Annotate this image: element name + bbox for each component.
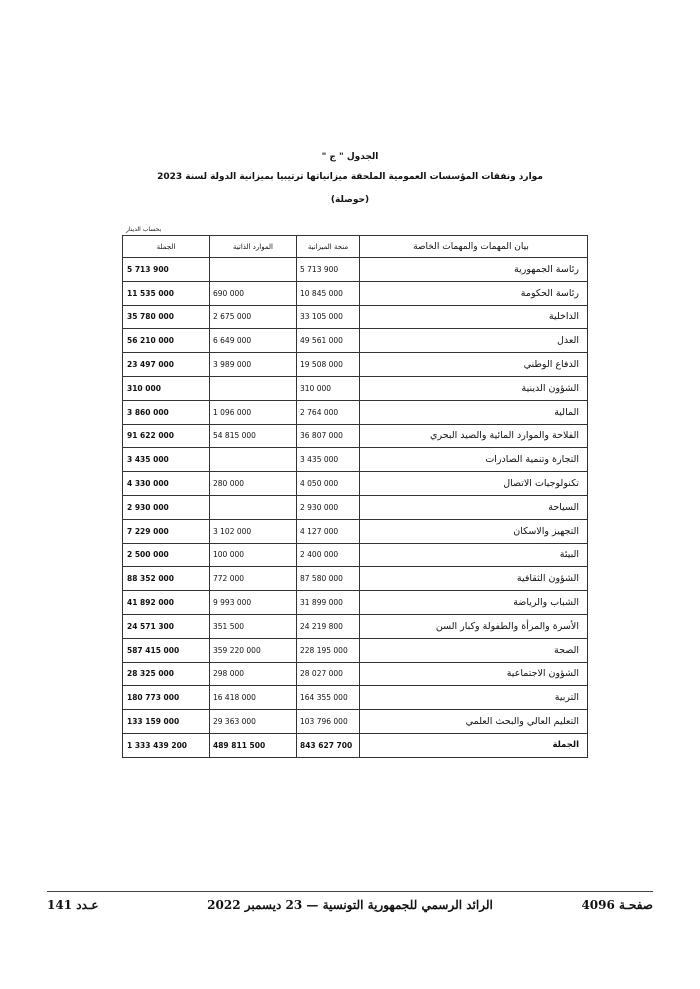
own-resources-cell: 100 000 [210, 543, 297, 567]
table-subtitle: موارد ونفقات المؤسسات العمومية الملحقة ميزانياتها ترتيبيا بميزانية الدولة لسنة 2023 [157, 172, 543, 182]
budget-grant-cell: 87 580 000 [297, 567, 360, 591]
budget-grant-cell: 2 930 000 [297, 495, 360, 519]
table-row [123, 662, 588, 686]
budget-grant-cell: 228 195 000 [297, 638, 360, 662]
budget-grant-cell: 31 899 000 [297, 591, 360, 615]
mission-label-cell: الشؤون الاجتماعية [360, 662, 588, 686]
issue-number: عـدد 141 [47, 898, 99, 912]
page-number: صفحـة 4096 [581, 898, 653, 912]
budget-grant-cell: 103 796 000 [297, 710, 360, 734]
header-own-resources: الموارد الذاتية [210, 236, 297, 258]
total-cell: 28 325 000 [123, 662, 210, 686]
mission-label-cell: العدل [360, 329, 588, 353]
total-cell: 2 500 000 [123, 543, 210, 567]
budget-grant-cell: 3 435 000 [297, 448, 360, 472]
mission-label-cell: الشؤون الثقافية [360, 567, 588, 591]
total-cell: 310 000 [123, 376, 210, 400]
table-row [123, 448, 588, 472]
own-resources-cell: 6 649 000 [210, 329, 297, 353]
own-resources-cell [210, 448, 297, 472]
own-resources-cell: 3 989 000 [210, 353, 297, 377]
journal-title: الرائد الرسمي للجمهورية التونسية — 23 ديسمبر 2022 [207, 898, 493, 912]
total-cell: 23 497 000 [123, 353, 210, 377]
mission-label-cell: السياحة [360, 495, 588, 519]
mission-label-cell: البيئة [360, 543, 588, 567]
budget-grant-cell: 33 105 000 [297, 305, 360, 329]
total-cell: 4 330 000 [123, 472, 210, 496]
total-cell: 91 622 000 [123, 424, 210, 448]
mission-label-cell: التربية [360, 686, 588, 710]
mission-label-cell: الصحة [360, 638, 588, 662]
total-cell: 133 159 000 [123, 710, 210, 734]
total-row [123, 733, 588, 757]
table-row [123, 638, 588, 662]
table-row [123, 305, 588, 329]
table-row [123, 353, 588, 377]
header-total: الجملة [123, 236, 210, 258]
total-cell: 88 352 000 [123, 567, 210, 591]
table-row [123, 258, 588, 282]
mission-label-cell: تكنولوجيات الاتصال [360, 472, 588, 496]
total-cell: 11 535 000 [123, 281, 210, 305]
table-row [123, 567, 588, 591]
total-cell: 35 780 000 [123, 305, 210, 329]
own-resources-cell [210, 376, 297, 400]
budget-grant-cell: 10 845 000 [297, 281, 360, 305]
total-cell: 5 713 900 [123, 258, 210, 282]
own-resources-cell: 3 102 000 [210, 519, 297, 543]
budget-grant-cell: 2 764 000 [297, 400, 360, 424]
mission-label-cell: الشباب والرياضة [360, 591, 588, 615]
own-resources-cell [210, 258, 297, 282]
own-resources-cell: 351 500 [210, 614, 297, 638]
table-row [123, 376, 588, 400]
own-resources-cell: 280 000 [210, 472, 297, 496]
table-row [123, 543, 588, 567]
header-mission: بيان المهمات والمهمات الخاصة [360, 236, 588, 258]
table-row [123, 591, 588, 615]
own-resources-cell: 2 675 000 [210, 305, 297, 329]
table-row [123, 614, 588, 638]
mission-label-cell: الأسرة والمرأة والطفولة وكبار السن [360, 614, 588, 638]
mission-label-cell: رئاسة الجمهورية [360, 258, 588, 282]
header-budget-grant: منحة الميزانية [297, 236, 360, 258]
budget-grant-cell: 5 713 900 [297, 258, 360, 282]
budget-grant-cell: 843 627 700 [297, 733, 360, 757]
mission-label-cell: الفلاحة والموارد المائية والصيد البحري [360, 424, 588, 448]
total-cell: 587 415 000 [123, 638, 210, 662]
budget-grant-cell: 2 400 000 [297, 543, 360, 567]
own-resources-cell: 1 096 000 [210, 400, 297, 424]
footer-divider [47, 891, 653, 892]
table-row [123, 495, 588, 519]
table-qualifier: (حوصلة) [330, 195, 370, 205]
total-cell: 7 229 000 [123, 519, 210, 543]
budget-grant-cell: 19 508 000 [297, 353, 360, 377]
budget-grant-cell: 310 000 [297, 376, 360, 400]
table-row [123, 710, 588, 734]
own-resources-cell: 54 815 000 [210, 424, 297, 448]
table-row [123, 281, 588, 305]
own-resources-cell: 29 363 000 [210, 710, 297, 734]
own-resources-cell: 489 811 500 [210, 733, 297, 757]
table-row [123, 400, 588, 424]
budget-table [122, 235, 588, 758]
table-row [123, 472, 588, 496]
table-row [123, 329, 588, 353]
table-row [123, 519, 588, 543]
budget-grant-cell: 24 219 800 [297, 614, 360, 638]
total-cell: 2 930 000 [123, 495, 210, 519]
table-label: الجدول " ج " [321, 152, 379, 162]
own-resources-cell: 9 993 000 [210, 591, 297, 615]
budget-grant-cell: 4 050 000 [297, 472, 360, 496]
total-cell: 56 210 000 [123, 329, 210, 353]
budget-grant-cell: 164 355 000 [297, 686, 360, 710]
total-cell: 180 773 000 [123, 686, 210, 710]
own-resources-cell: 16 418 000 [210, 686, 297, 710]
table-row [123, 424, 588, 448]
mission-label-cell: رئاسة الحكومة [360, 281, 588, 305]
mission-label-cell: التجهيز والاسكان [360, 519, 588, 543]
own-resources-cell: 298 000 [210, 662, 297, 686]
budget-grant-cell: 36 807 000 [297, 424, 360, 448]
mission-label-cell: الدفاع الوطني [360, 353, 588, 377]
own-resources-cell: 359 220 000 [210, 638, 297, 662]
total-cell: 24 571 300 [123, 614, 210, 638]
own-resources-cell [210, 495, 297, 519]
mission-label-cell: المالية [360, 400, 588, 424]
mission-label-cell: التعليم العالي والبحث العلمي [360, 710, 588, 734]
budget-grant-cell: 49 561 000 [297, 329, 360, 353]
own-resources-cell: 772 000 [210, 567, 297, 591]
mission-label-cell: التجارة وتنمية الصادرات [360, 448, 588, 472]
currency-unit: بحساب الدينار [126, 226, 162, 233]
total-cell: 41 892 000 [123, 591, 210, 615]
budget-grant-cell: 28 027 000 [297, 662, 360, 686]
table-row [123, 686, 588, 710]
mission-label-cell: الشؤون الدينية [360, 376, 588, 400]
mission-label-cell: الجملة [360, 733, 588, 757]
budget-grant-cell: 4 127 000 [297, 519, 360, 543]
total-cell: 1 333 439 200 [123, 733, 210, 757]
table-header-row [123, 236, 588, 258]
mission-label-cell: الداخلية [360, 305, 588, 329]
total-cell: 3 860 000 [123, 400, 210, 424]
own-resources-cell: 690 000 [210, 281, 297, 305]
total-cell: 3 435 000 [123, 448, 210, 472]
